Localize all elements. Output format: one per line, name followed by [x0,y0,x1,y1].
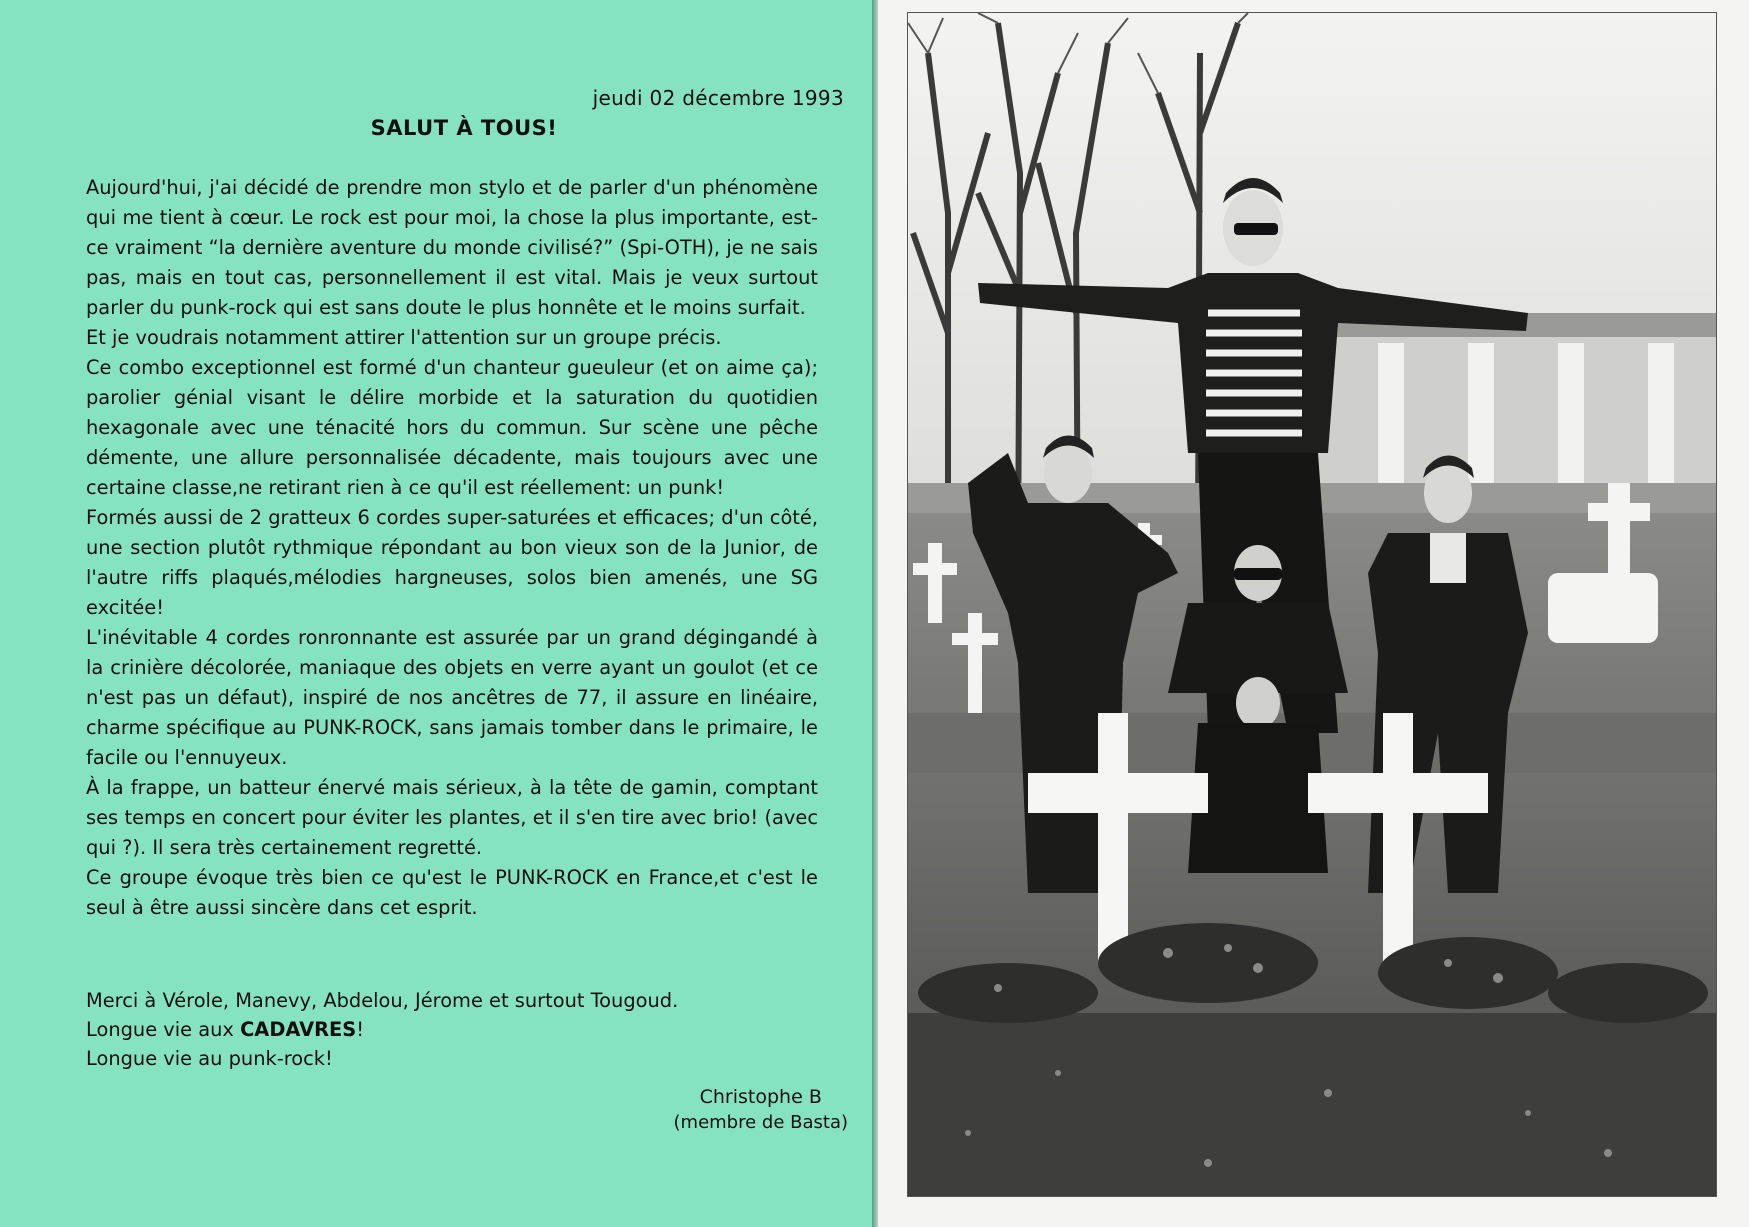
paragraph: Aujourd'hui, j'ai décidé de prendre mon stylo et de parler d'un phénomène qui me tient à cœur. Le rock est pour moi, la chose la plus importante, est-ce vraiment “la dernière aventure du monde civilisé?” (Spi-OTH), je ne sais pas, mais en tout cas, personnellement il est vital. Mais je veux surtout parler du punk-rock qui est sans doute le plus honnête et le moins surfait. [86,176,818,319]
long-live-suffix: ! [356,1018,365,1041]
band-photo [907,12,1717,1197]
long-live-prefix: Longue vie aux [86,1018,241,1041]
paragraph: Formés aussi de 2 gratteux 6 cordes super-saturées et efficaces; d'un côté, une section plutôt rythmique répondant au bon vieux son de la Junior, de l'autre riffs plaqués,mélodies hargneuses, solos bien amenés, une SG excitée! [86,506,818,619]
thanks-block [86,986,818,1073]
left-page [0,0,872,1227]
long-live-punk: Longue vie au punk-rock! [86,1047,333,1070]
thanks-line: Merci à Vérole, Manevy, Abdelou, Jérome et surtout Tougoud. [86,989,679,1012]
letter-body [86,173,818,923]
author-name: Christophe B [699,1086,822,1108]
author-role: (membre de Basta) [673,1112,848,1133]
band-photo-icon [908,13,1716,1196]
paragraph: À la frappe, un batteur énervé mais sérieux, à la tête de gamin, comptant ses temps en concert pour éviter les plantes, et il s'en tire avec brio! (avec qui ?). Il sera très certainement regretté. [86,776,818,859]
paragraph: Ce groupe évoque très bien ce qu'est le PUNK-ROCK en France,et c'est le seul à être aussi sincère dans cet esprit. [86,866,818,919]
band-name: CADAVRES [240,1018,357,1041]
paragraph: Et je voudrais notamment attirer l'attention sur un groupe précis. [86,326,722,349]
letter-date: jeudi 02 décembre 1993 [592,86,844,110]
long-live-band [86,1015,818,1044]
paragraph: Ce combo exceptionnel est formé d'un chanteur gueuleur (et on aime ça); parolier génial visant le délire morbide et la saturation du quotidien hexagonale avec une ténacité hors du commun. Sur scène une pêche démente, une allure personnalisée décadente, mais toujours avec une certaine classe,ne retirant rien à ce qu'il est réellement: un punk! [86,356,818,499]
letter-headline: SALUT À TOUS! [370,116,558,140]
paragraph: L'inévitable 4 cordes ronronnante est assurée par un grand dégingandé à la crinière décolorée, maniaque des objets en verre ayant un goulot (et ce n'est pas un défaut), inspiré de nos ancêtres de 77, il assure en linéaire, charme spécifique au PUNK-ROCK, sans jamais tomber dans le primaire, le facile ou l'ennuyeux. [86,626,818,769]
signature [674,1085,848,1135]
